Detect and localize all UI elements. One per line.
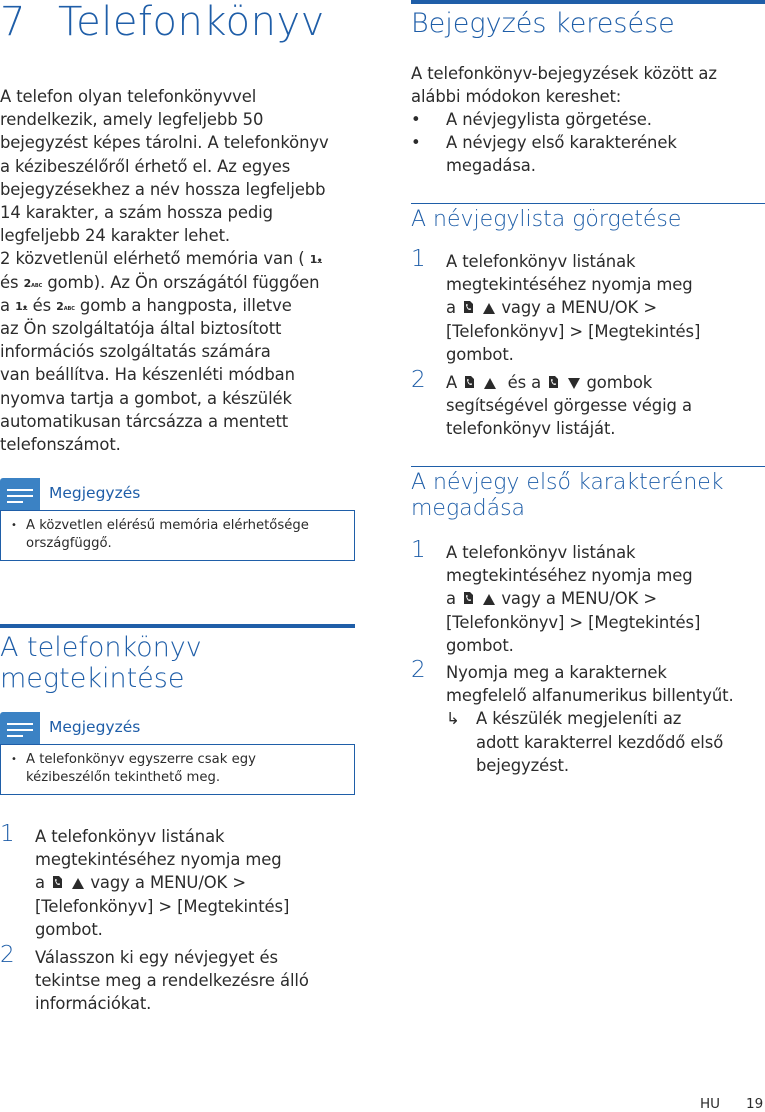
intro-text: gomb). Az Ön országától függően xyxy=(47,272,320,292)
menu-path: [Telefonkönyv] xyxy=(446,612,565,632)
step-text xyxy=(446,250,765,366)
section-title-line: A telefonkönyv xyxy=(0,632,202,663)
key-1-label: 1 xyxy=(15,299,23,313)
step-line: Nyomja meg a karakternek xyxy=(446,663,667,682)
result-line: adott karakterrel kezdődő első xyxy=(476,732,724,752)
menu-path: [Megtekintés] xyxy=(177,896,290,916)
section-title-line: megtekintése xyxy=(0,663,185,694)
chapter-number: 7 xyxy=(0,0,26,45)
step-line: megfelelő alfanumerikus billentyűt. xyxy=(446,686,734,706)
step-line xyxy=(446,371,765,394)
menu-ok-label: MENU/OK xyxy=(149,873,228,893)
step-text: vagy a xyxy=(501,298,556,318)
key-1-sub: ᴥ xyxy=(22,302,28,312)
menu-path: [Megtekintés] xyxy=(588,612,701,632)
note-icon xyxy=(0,478,40,510)
note-line: A telefonkönyv egyszerre csak egy xyxy=(26,752,256,767)
search-intro xyxy=(411,62,765,108)
separator: > xyxy=(643,298,657,318)
intro-line: az Ön szolgáltatója által biztosított xyxy=(0,319,282,339)
section-rule xyxy=(411,0,765,4)
step-text: a xyxy=(35,873,45,893)
menu-ok-label: MENU/OK xyxy=(560,589,639,609)
step-line: megtekintéséhez nyomja meg xyxy=(446,566,693,586)
step-line: A telefonkönyv listának xyxy=(35,827,225,846)
step-line: információkat. xyxy=(35,994,152,1014)
step-text xyxy=(446,661,765,777)
step-number: 2 xyxy=(0,942,15,968)
list-item-text: A névjegy első karakterének xyxy=(446,133,677,152)
page-number: 19 xyxy=(746,1096,764,1112)
intro-paragraph xyxy=(0,85,355,456)
key-1-icon xyxy=(15,299,28,313)
separator: > xyxy=(158,896,173,916)
note-header xyxy=(0,712,355,744)
step-line: A telefonkönyv listának xyxy=(446,252,636,271)
step-text xyxy=(35,825,365,941)
bullet: • xyxy=(411,133,421,152)
chapter-heading xyxy=(0,0,325,45)
separator: > xyxy=(569,321,584,341)
section-rule xyxy=(411,466,765,467)
up-triangle-icon xyxy=(482,302,496,315)
paragraph-line: A telefonkönyv-bejegyzések között az xyxy=(411,64,717,83)
intro-line xyxy=(0,294,355,317)
section-rule xyxy=(411,203,765,204)
step-line xyxy=(446,611,765,634)
step-line: megtekintéséhez nyomja meg xyxy=(35,850,282,870)
menu-path: [Megtekintés] xyxy=(588,321,701,341)
note-title: Megjegyzés xyxy=(49,484,141,502)
phonebook-icon xyxy=(546,374,562,390)
step-line: gombot. xyxy=(446,635,514,655)
step-text: vagy a xyxy=(90,873,145,893)
subsection-title xyxy=(411,470,724,522)
subsection-title-line: megadása xyxy=(411,496,526,521)
step-line xyxy=(35,871,365,894)
down-triangle-icon xyxy=(567,377,581,390)
note-icon xyxy=(0,712,40,744)
key-1-icon xyxy=(310,255,322,266)
step-text xyxy=(35,946,365,1016)
bullet: • xyxy=(411,110,421,129)
step-text: vagy a xyxy=(501,589,556,609)
phonebook-icon xyxy=(462,374,478,390)
step-line xyxy=(446,587,765,610)
phonebook-icon xyxy=(461,299,477,315)
intro-line: telefonszámot. xyxy=(0,435,121,455)
key-1-sub: ᴥ xyxy=(317,256,323,266)
step-line: megtekintéséhez nyomja meg xyxy=(446,275,693,295)
bullet: • xyxy=(11,520,17,531)
key-2-sub: ABC xyxy=(31,282,43,289)
key-2-icon xyxy=(56,299,75,314)
step-line: telefonkönyv listáját. xyxy=(446,419,616,439)
intro-line: van beállítva. Ha készenléti módban xyxy=(0,365,295,385)
step-line: tekintse meg a rendelkezésre álló xyxy=(35,971,309,991)
up-triangle-icon xyxy=(483,377,497,390)
step-line xyxy=(446,320,765,343)
note-line: országfüggő. xyxy=(26,536,112,551)
menu-path: [Telefonkönyv] xyxy=(35,896,154,916)
step-line: Válasszon ki egy névjegyet és xyxy=(35,948,278,967)
intro-text: gomb a hangposta, illetve xyxy=(79,295,292,315)
key-2-label: 2 xyxy=(56,299,64,313)
key-2-label: 2 xyxy=(23,276,32,290)
result-line: A készülék megjeleníti az xyxy=(476,709,682,729)
step-text: a xyxy=(446,589,456,609)
menu-ok-label: MENU/OK xyxy=(560,298,639,318)
step-text: gombok xyxy=(586,373,653,392)
note-box xyxy=(0,478,355,561)
intro-line: bejegyzést képes tárolni. A telefonkönyv xyxy=(0,133,329,153)
intro-line: rendelkezik, amely legfeljebb 50 xyxy=(0,110,264,130)
chapter-title: Telefonkönyv xyxy=(58,0,325,45)
bullet: • xyxy=(11,754,17,765)
step-number: 1 xyxy=(411,537,426,563)
step-text xyxy=(446,541,765,657)
key-2-sub: ABC xyxy=(63,305,75,312)
separator: > xyxy=(569,612,584,632)
intro-line: a kézibeszélőről érhető el. Az egyes xyxy=(0,156,291,176)
intro-text: és xyxy=(32,295,52,315)
intro-line: 14 karakter, a szám hossza pedig xyxy=(0,203,273,223)
result-block xyxy=(446,707,765,777)
step-number: 1 xyxy=(411,246,426,272)
note-content xyxy=(0,744,355,795)
step-text xyxy=(446,371,765,441)
intro-line: bejegyzésekhez a név hossza legfeljebb xyxy=(0,179,326,199)
step-text: A xyxy=(446,373,458,392)
up-triangle-icon xyxy=(482,593,496,606)
key-1-label: 1 xyxy=(309,253,318,267)
intro-line: nyomva tartja a gombot, a készülék xyxy=(0,388,292,408)
note-box xyxy=(0,712,355,795)
step-line xyxy=(446,296,765,319)
result-line: bejegyzést. xyxy=(476,755,569,775)
section-title: Bejegyzés keresése xyxy=(411,8,675,39)
intro-line xyxy=(0,271,355,294)
step-text: és a xyxy=(507,373,542,392)
intro-line: információs szolgáltatás számára xyxy=(0,342,271,362)
note-title: Megjegyzés xyxy=(49,718,141,736)
step-line xyxy=(35,895,365,918)
paragraph-line: alábbi módokon kereshet: xyxy=(411,87,622,107)
step-line: segítségével görgesse végig a xyxy=(446,396,692,416)
intro-line: automatikusan tárcsázza a mentett xyxy=(0,411,289,431)
footer-language: HU xyxy=(700,1096,721,1112)
step-number: 2 xyxy=(411,367,426,393)
note-line: kézibeszélőn tekinthető meg. xyxy=(26,770,221,785)
intro-text: a xyxy=(0,295,10,315)
step-number: 2 xyxy=(411,657,426,683)
note-header xyxy=(0,478,355,510)
subsection-title: A névjegylista görgetése xyxy=(411,207,682,232)
intro-line: legfeljebb 24 karakter lehet. xyxy=(0,226,231,246)
step-text: a xyxy=(446,298,456,318)
list-item-text: A névjegylista görgetése. xyxy=(446,110,652,129)
up-triangle-icon xyxy=(71,877,85,890)
intro-line xyxy=(0,247,355,270)
intro-text: 2 közvetlenül elérhető memória van ( xyxy=(0,249,305,269)
separator: > xyxy=(232,873,246,893)
step-line: A telefonkönyv listának xyxy=(446,543,636,562)
intro-text: és xyxy=(0,272,19,292)
step-line: gombot. xyxy=(35,919,103,939)
step-number: 1 xyxy=(0,821,15,847)
separator: > xyxy=(643,589,657,609)
key-2-icon xyxy=(23,276,43,291)
section-rule xyxy=(0,624,355,628)
step-line: gombot. xyxy=(446,344,514,364)
subsection-title-line: A névjegy első karakterének xyxy=(411,470,724,495)
phonebook-icon xyxy=(461,590,477,606)
menu-path: [Telefonkönyv] xyxy=(446,321,565,341)
phonebook-icon xyxy=(50,874,66,890)
intro-line: A telefon olyan telefonkönyvvel xyxy=(0,87,257,106)
list-item-text: megadása. xyxy=(446,156,536,175)
section-title xyxy=(0,632,202,694)
result-arrow-icon: ↳ xyxy=(446,709,460,729)
note-line: A közvetlen elérésű memória elérhetősége xyxy=(26,518,309,533)
note-content xyxy=(0,510,355,561)
